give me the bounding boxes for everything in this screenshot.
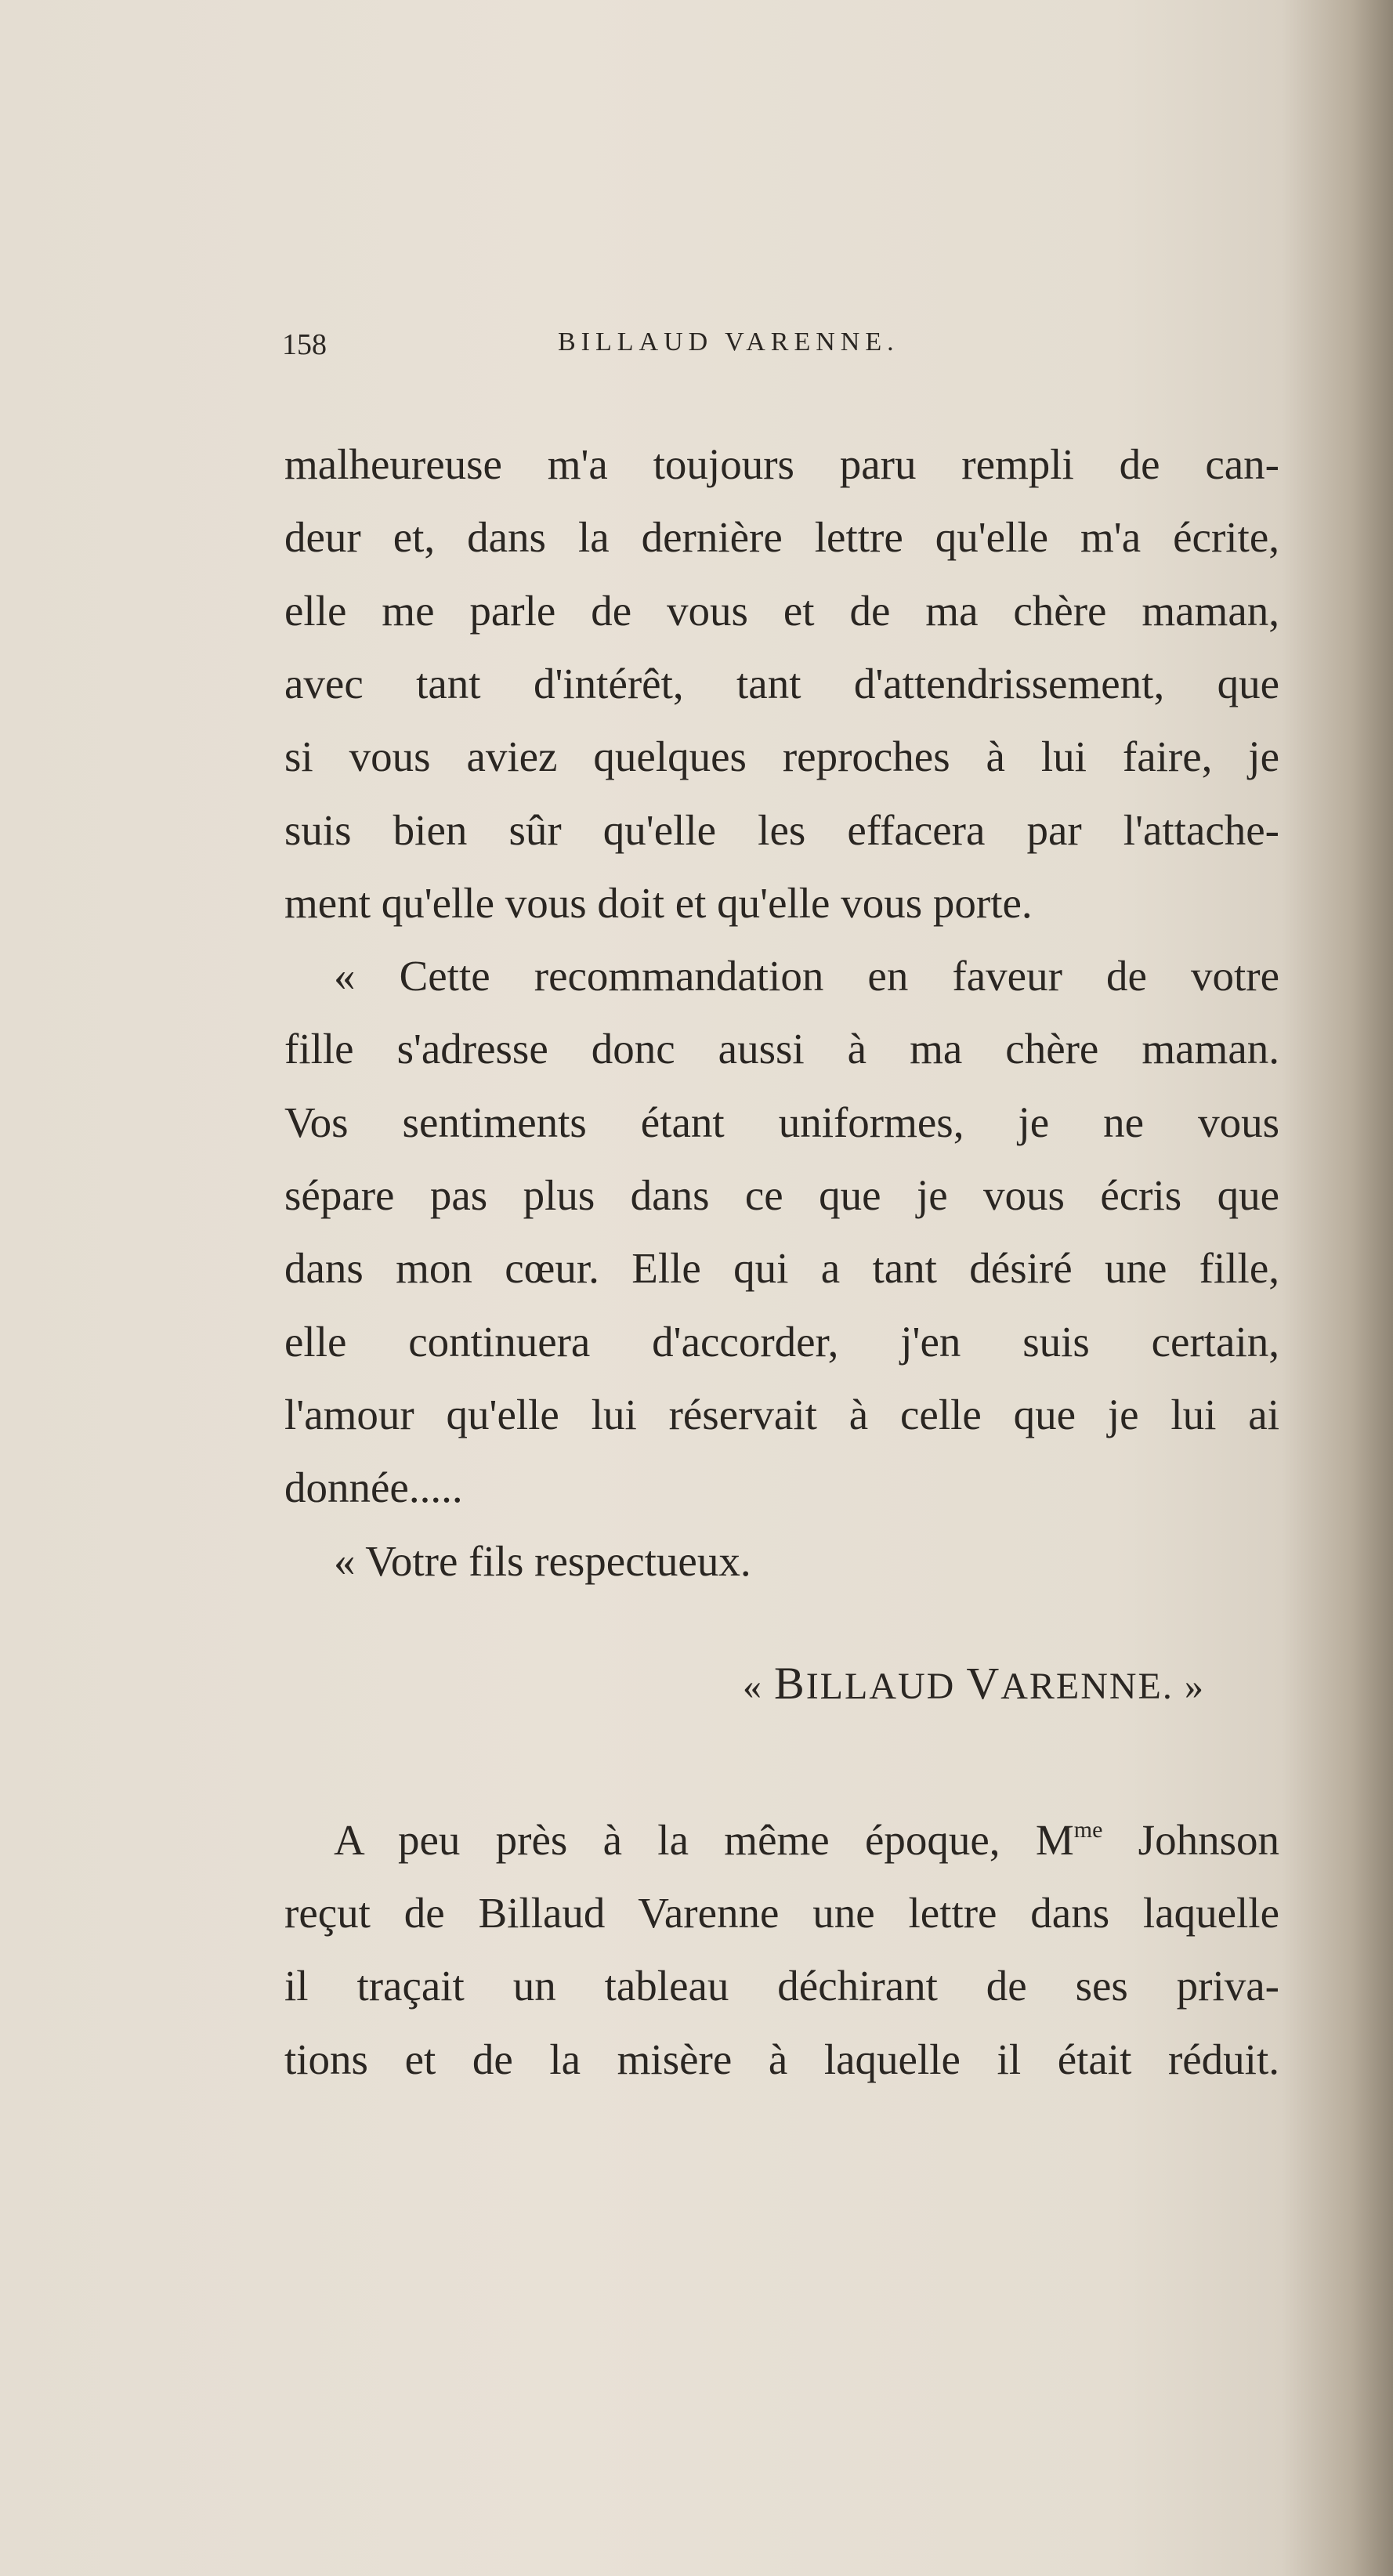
quote-close: » (1173, 1666, 1205, 1707)
text-line: sépare pas plus dans ce que je vous écris que (284, 1171, 1279, 1219)
text-line: « Cette recommandation en faveur de votre (334, 952, 1279, 1000)
text-line: dans mon cœur. Elle qui a tant désiré une fille, (284, 1244, 1279, 1292)
text-line: deur et, dans la dernière lettre qu'elle m'a écrite, (284, 513, 1279, 561)
text-line: suis bien sûr qu'elle les effacera par l'attache- (284, 806, 1279, 854)
text-line: l'amour qu'elle lui réservait à celle que je lui ai (284, 1391, 1279, 1438)
sig-initial: V (966, 1658, 1001, 1709)
text-line: reçut de Billaud Varenne une lettre dans laquelle (284, 1889, 1279, 1937)
text-line: Vos sentiments étant uniformes, je ne vous (284, 1098, 1279, 1146)
quote-open: « (743, 1666, 774, 1707)
superscript: me (1073, 1817, 1103, 1843)
text-line: elle continuera d'accorder, j'en suis certain, (284, 1318, 1279, 1366)
text-line (334, 1804, 1279, 1876)
sig-text: ARENNE. (1000, 1666, 1174, 1707)
text-fragment: A peu près à la même époque, M (334, 1816, 1074, 1864)
sig-initial: B (774, 1658, 806, 1709)
running-title: BILLAUD VARENNE. (558, 327, 899, 356)
page-number: 158 (282, 328, 327, 361)
text-line: si vous aviez quelques reproches à lui faire, je (284, 733, 1279, 780)
text-line: donnée..... (284, 1463, 463, 1511)
text-line: il traçait un tableau déchirant de ses priva- (284, 1962, 1279, 2010)
text-line: tions et de la misère à laquelle il était réduit. (284, 2035, 1279, 2083)
sig-text: ILLAUD (805, 1666, 956, 1707)
text-fragment: Johnson (1102, 1816, 1279, 1864)
text-line: malheureuse m'a toujours paru rempli de can- (284, 440, 1279, 488)
signature (743, 1647, 1205, 1720)
text-line: fille s'adresse donc aussi à ma chère maman. (284, 1025, 1279, 1073)
text-line: avec tant d'intérêt, tant d'attendrissement, que (284, 660, 1279, 707)
text-line: « Votre fils respectueux. (334, 1537, 751, 1585)
text-line: ment qu'elle vous doit et qu'elle vous porte. (284, 879, 1033, 927)
text-line: elle me parle de vous et de ma chère maman, (284, 587, 1279, 635)
